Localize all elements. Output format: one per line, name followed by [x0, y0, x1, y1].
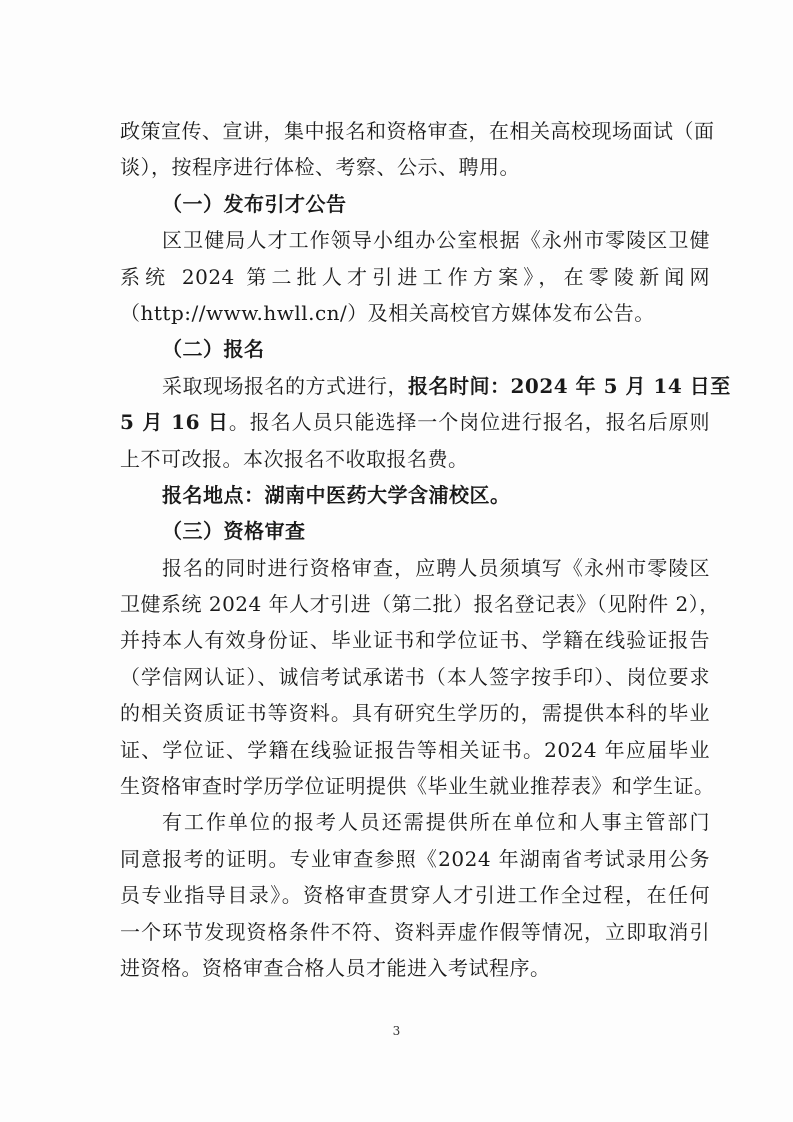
- text-line: 员专业指导目录》。资格审查贯穿人才引进工作全过程，在任何: [120, 883, 710, 908]
- section-heading-2: （二）报名: [162, 337, 265, 362]
- text-line: 一个环节发现资格条件不符、资料弄虚作假等情况，立即取消引: [120, 919, 710, 944]
- text-line: 上不可改报。本次报名不收取报名费。: [120, 446, 469, 471]
- document-body: [120, 113, 731, 986]
- text-line: 谈），按程序进行体检、考察、公示、聘用。: [120, 155, 520, 180]
- page-number: 3: [392, 1024, 401, 1038]
- text-line: 区卫健局人才工作领导小组办公室根据《永州市零陵区卫健: [162, 228, 710, 253]
- text-line: 卫健系统 2024 年人才引进（第二批）报名登记表》（见附件 2），: [120, 592, 720, 617]
- text-line: 进资格。资格审查合格人员才能进入考试程序。: [120, 955, 551, 980]
- section-heading-3: （三）资格审查: [162, 519, 306, 544]
- text-line: 同意报考的证明。专业审查参照《2024 年湖南省考试录用公务: [120, 846, 710, 871]
- text-line: 证、学位证、学籍在线验证报告等相关证书。2024 年应届毕业: [120, 737, 710, 762]
- text-line: 系统 2024 第二批人才引进工作方案》，在零陵新闻网: [120, 264, 710, 289]
- registration-end-date: 5 月 16 日: [120, 410, 229, 435]
- text-line: 报名的同时进行资格审查，应聘人员须填写《永州市零陵区: [162, 555, 710, 580]
- text-line: [120, 368, 731, 404]
- registration-location: 报名地点：湖南中医药大学含浦校区。: [162, 482, 511, 507]
- text-line: （http://www.hwll.cn/）及相关高校官方媒体发布公告。: [120, 300, 655, 325]
- text-segment: 。报名人员只能选择一个岗位进行报名，报名后原则: [228, 410, 711, 435]
- text-line: 并持本人有效身份证、毕业证书和学位证书、学籍在线验证报告: [120, 628, 710, 653]
- text-segment: 采取现场报名的方式进行，: [162, 373, 408, 398]
- text-line: （学信网认证）、诚信考试承诺书（本人签字按手印）、岗位要求: [120, 664, 710, 689]
- text-line: 生资格审查时学历学位证明提供《毕业生就业推荐表》和学生证。: [120, 774, 715, 799]
- text-line: 的相关资质证书等资料。具有研究生学历的，需提供本科的毕业: [120, 701, 710, 726]
- text-line: [120, 404, 710, 440]
- registration-time: 报名时间：2024 年 5 月 14 日至: [408, 373, 731, 398]
- section-heading-1: （一）发布引才公告: [162, 191, 347, 216]
- text-line: 政策宣传、宣讲，集中报名和资格审查，在相关高校现场面试（面: [120, 119, 715, 143]
- text-line: 有工作单位的报考人员还需提供所在单位和人事主管部门: [162, 810, 710, 835]
